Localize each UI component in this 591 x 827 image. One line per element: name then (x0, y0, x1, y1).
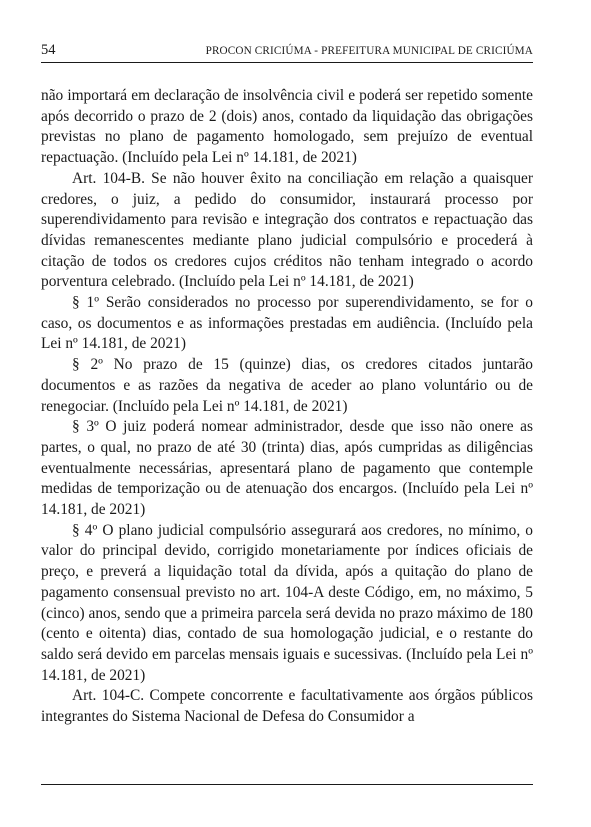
paragraph-art-104c: Art. 104-C. Compete concorrente e facultativamente aos órgãos públicos integrantes do Sistema Nacional de Defesa do Consumidor a (41, 687, 533, 726)
paragraph-section-3: § 3º O juiz poderá nomear administrador, desde que isso não onere as partes, o qual, no prazo de até 30 (trinta) dias, após cumpridas as diligências eventualmente necessárias, apresentará plano de pagamento que contemple medidas de temporização ou de atenuação dos encargos. (Incluído pela Lei nº 14.181, de 2021) (41, 418, 533, 519)
paragraph-section-1: § 1º Serão considerados no processo por superendividamento, se for o caso, os documentos e as informações prestadas em audiência. (Incluído pela Lei nº 14.181, de 2021) (41, 294, 533, 353)
body-text (41, 86, 533, 728)
paragraph-art-104b: Art. 104-B. Se não houver êxito na conciliação em relação a quaisquer credores, o juiz, a pedido do consumidor, instaurará processo por superendividamento para revisão e integração dos contratos e repactuação das dívidas remanescentes mediante plano judicial compulsório e procederá à citação de todos os credores cujos créditos não tenham integrado o acordo porventura celebrado. (Incluído pela Lei nº 14.181, de 2021) (41, 169, 533, 291)
page-number: 54 (41, 42, 56, 58)
paragraph-section-4: § 4º O plano judicial compulsório assegurará aos credores, no mínimo, o valor do principal devido, corrigido monetariamente por índices oficiais de preço, e preverá a liquidação total da dívida, após a quitação do plano de pagamento consensual previsto no art. 104-A deste Código, em, no máximo, 5 (cinco) anos, sendo que a primeira parcela será devida no prazo máximo de 180 (cento e oitenta) dias, contado de sua homologação judicial, e o restante do saldo será devido em parcelas mensais iguais e sucessivas. (Incluído pela Lei nº 14.181, de 2021) (41, 521, 533, 684)
running-title: PROCON CRICIÚMA - PREFEITURA MUNICIPAL DE CRICIÚMA (205, 45, 533, 57)
paragraph-continuation: não importará em declaração de insolvência civil e poderá ser repetido somente após decorrido o prazo de 2 (dois) anos, contado da liquidação das obrigações previstas no plano de pagamento homologado, sem prejuízo de eventual repactuação. (Incluído pela Lei nº 14.181, de 2021) (41, 87, 533, 167)
paragraph-section-2: § 2º No prazo de 15 (quinze) dias, os credores citados juntarão documentos e as razões da negativa de aceder ao plano voluntário ou de renegociar. (Incluído pela Lei nº 14.181, de 2021) (41, 356, 533, 415)
page-header (41, 40, 533, 63)
footer-rule (41, 784, 533, 785)
